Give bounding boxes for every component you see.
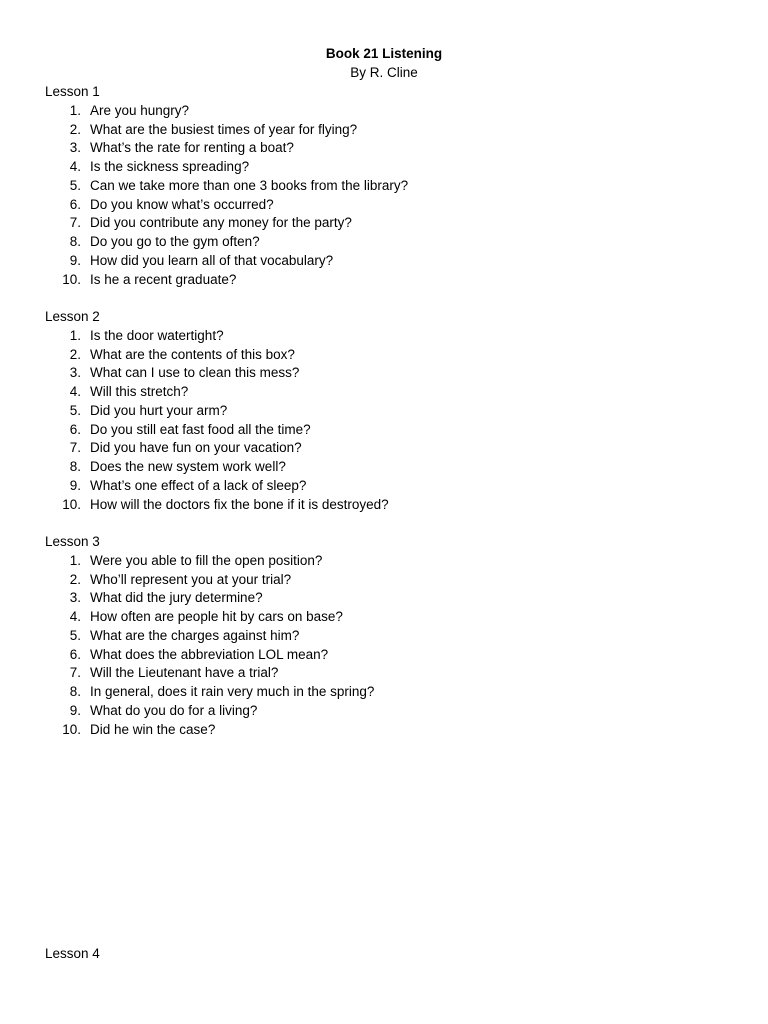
question-item bbox=[45, 702, 374, 721]
question-item bbox=[45, 421, 389, 440]
question-number: 3. bbox=[69, 365, 81, 381]
question-number: 7. bbox=[69, 215, 81, 231]
question-text: Do you know what’s occurred? bbox=[90, 196, 274, 212]
question-number: 8. bbox=[69, 684, 81, 699]
question-text: Do you still eat fast food all the time? bbox=[90, 421, 311, 437]
question-number: 8. bbox=[69, 459, 81, 474]
question-number: 5. bbox=[69, 402, 81, 418]
question-list bbox=[45, 552, 374, 740]
question-item bbox=[45, 402, 389, 421]
question-text: Is the sickness spreading? bbox=[90, 159, 250, 174]
question-text: Will the Lieutenant have a trial? bbox=[90, 665, 279, 681]
question-number: 3. bbox=[69, 140, 81, 156]
question-number: 9. bbox=[69, 477, 81, 493]
question-text: Are you hungry? bbox=[90, 102, 190, 118]
question-text: Is he a recent graduate? bbox=[90, 271, 237, 287]
question-item bbox=[45, 477, 389, 496]
question-list bbox=[45, 102, 408, 290]
question-number: 6. bbox=[69, 646, 81, 662]
question-text: Who’ll represent you at your trial? bbox=[90, 571, 292, 587]
question-number: 7. bbox=[69, 440, 81, 456]
question-number: 2. bbox=[69, 121, 81, 137]
question-text: Did you hurt your arm? bbox=[90, 402, 228, 418]
question-item bbox=[45, 571, 374, 590]
question-number: 4. bbox=[69, 609, 81, 624]
question-item bbox=[45, 439, 389, 458]
question-item bbox=[45, 458, 389, 477]
question-item bbox=[45, 214, 408, 233]
question-text: Did he win the case? bbox=[90, 721, 216, 737]
question-number: 5. bbox=[69, 177, 81, 193]
question-number: 4. bbox=[69, 384, 81, 399]
question-number: 1. bbox=[69, 327, 81, 343]
question-text: Will this stretch? bbox=[90, 384, 189, 399]
question-text: How will the doctors fix the bone if it is destroyed? bbox=[90, 496, 389, 512]
question-item bbox=[45, 664, 374, 683]
question-text: What are the charges against him? bbox=[90, 627, 300, 643]
lesson-section bbox=[45, 83, 408, 289]
question-item bbox=[45, 627, 374, 646]
question-number: 8. bbox=[69, 234, 81, 249]
question-text: Is the door watertight? bbox=[90, 327, 224, 343]
lesson-heading: Lesson 2 bbox=[45, 309, 100, 324]
question-list bbox=[45, 327, 389, 515]
question-text: What are the contents of this box? bbox=[90, 346, 295, 362]
question-text: Can we take more than one 3 books from the library? bbox=[90, 177, 409, 193]
question-text: Did you have fun on your vacation? bbox=[90, 440, 302, 456]
question-item bbox=[45, 364, 389, 383]
question-text: How often are people hit by cars on base? bbox=[90, 609, 343, 624]
question-item bbox=[45, 608, 374, 627]
question-item bbox=[45, 158, 408, 177]
question-number: 4. bbox=[69, 159, 81, 174]
question-item bbox=[45, 121, 408, 140]
question-text: Did you contribute any money for the party? bbox=[90, 215, 352, 231]
question-text: In general, does it rain very much in the spring? bbox=[90, 684, 375, 699]
question-item bbox=[45, 383, 389, 402]
question-number: 2. bbox=[69, 346, 81, 362]
question-text: What did the jury determine? bbox=[90, 590, 263, 606]
lesson-section bbox=[45, 945, 100, 964]
question-text: Were you able to fill the open position? bbox=[90, 552, 323, 568]
lesson-section bbox=[45, 308, 389, 514]
question-text: What’s one effect of a lack of sleep? bbox=[90, 477, 307, 493]
question-item bbox=[45, 196, 408, 215]
question-number: 7. bbox=[69, 665, 81, 681]
question-text: What does the abbreviation LOL mean? bbox=[90, 646, 329, 662]
question-number: 9. bbox=[69, 252, 81, 268]
question-text: Does the new system work well? bbox=[90, 459, 286, 474]
question-text: What are the busiest times of year for flying? bbox=[90, 121, 358, 137]
lesson-heading: Lesson 1 bbox=[45, 84, 100, 99]
question-item bbox=[45, 496, 389, 515]
question-number: 6. bbox=[69, 421, 81, 437]
question-number: 10. bbox=[62, 271, 81, 287]
question-number: 5. bbox=[69, 627, 81, 643]
question-number: 6. bbox=[69, 196, 81, 212]
question-item bbox=[45, 721, 374, 740]
question-item bbox=[45, 646, 374, 665]
question-number: 3. bbox=[69, 590, 81, 606]
question-item bbox=[45, 233, 408, 252]
question-number: 1. bbox=[69, 102, 81, 118]
question-number: 2. bbox=[69, 571, 81, 587]
question-item bbox=[45, 252, 408, 271]
lesson-heading: Lesson 4 bbox=[45, 946, 100, 961]
question-item bbox=[45, 589, 374, 608]
question-text: What’s the rate for renting a boat? bbox=[90, 140, 294, 156]
document-author: By R. Cline bbox=[350, 65, 418, 80]
question-text: What can I use to clean this mess? bbox=[90, 365, 300, 381]
question-text: Do you go to the gym often? bbox=[90, 234, 260, 249]
question-item bbox=[45, 552, 374, 571]
question-item bbox=[45, 327, 389, 346]
question-item bbox=[45, 177, 408, 196]
question-item bbox=[45, 139, 408, 158]
question-item bbox=[45, 683, 374, 702]
question-number: 10. bbox=[62, 721, 81, 737]
question-text: How did you learn all of that vocabulary? bbox=[90, 252, 334, 268]
question-item bbox=[45, 102, 408, 121]
question-number: 9. bbox=[69, 702, 81, 718]
question-text: What do you do for a living? bbox=[90, 702, 258, 718]
question-number: 10. bbox=[62, 496, 81, 512]
document-title: Book 21 Listening bbox=[325, 46, 443, 61]
question-number: 1. bbox=[69, 552, 81, 568]
lesson-section bbox=[45, 533, 374, 739]
question-item bbox=[45, 346, 389, 365]
lesson-heading: Lesson 3 bbox=[45, 534, 100, 549]
question-item bbox=[45, 271, 408, 290]
